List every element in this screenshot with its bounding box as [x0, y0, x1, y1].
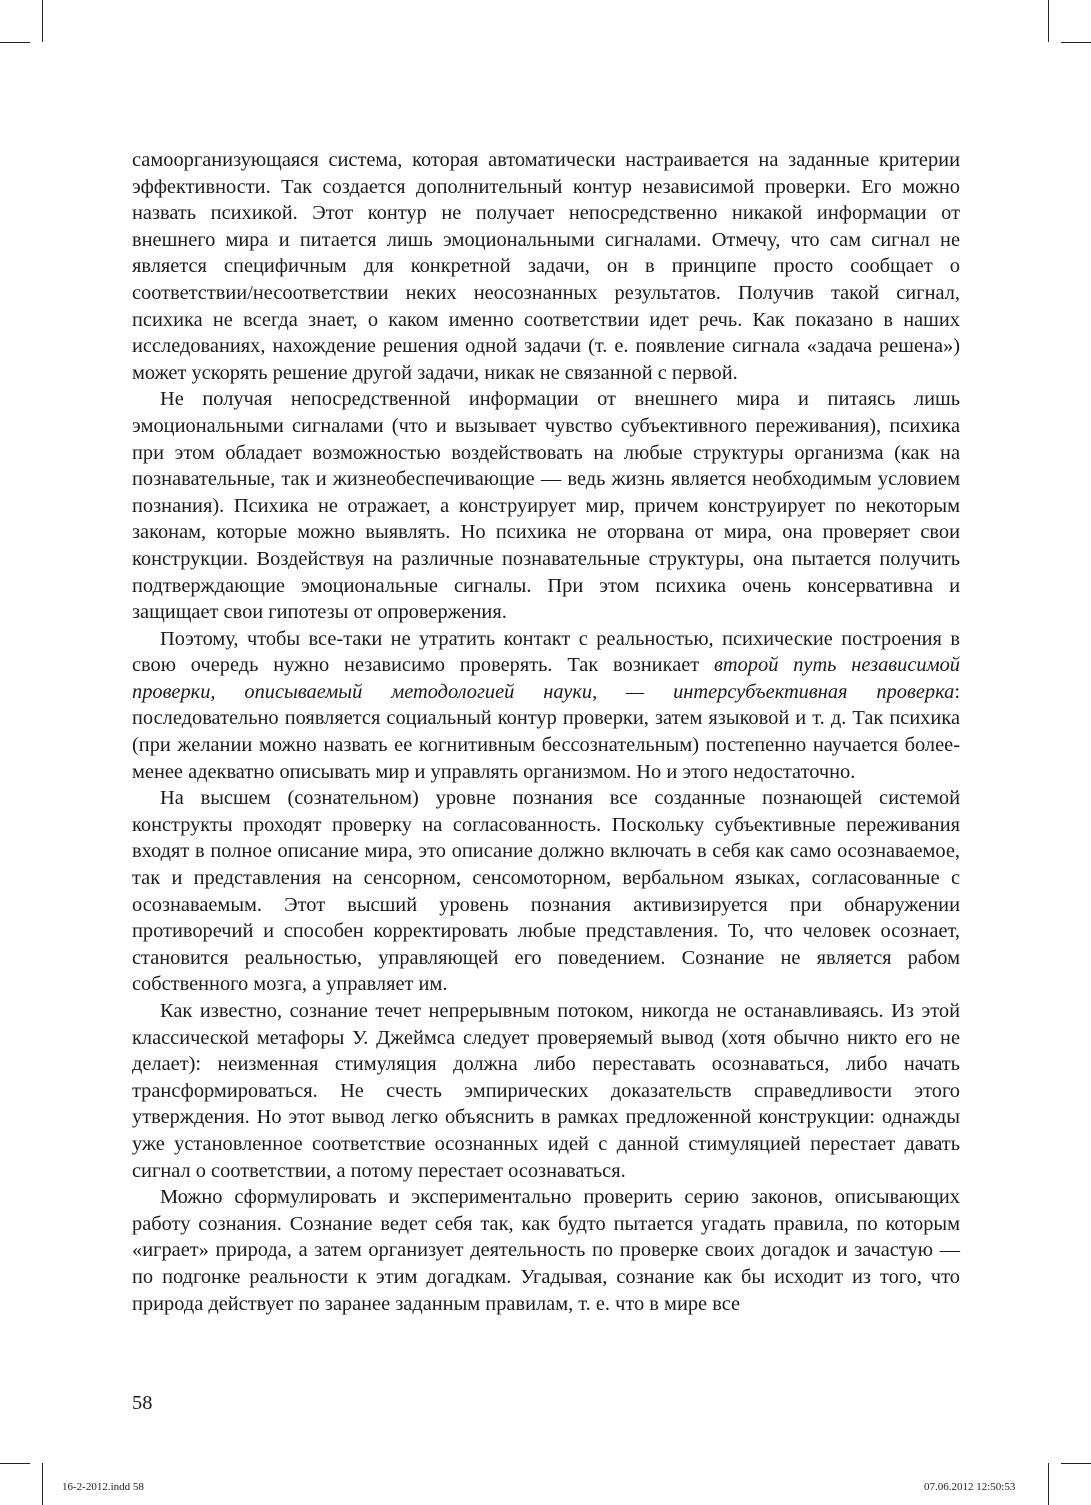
- text-run: самоорганизующаяся система, которая автоматически настраивается на заданные критерии эффективности. Так создается дополнительный контур независимой проверки. Его можно назвать психикой. Этот контур не получает непосредственно никакой информации от внешнего мира и питается лишь эмоциональными сигналами. Отмечу, что сам сигнал не является специфичным для конкретной задачи, он в принципе просто сообщает о соответствии/несоответствии неких неосознанных результатов. Получив такой сигнал, психика не всегда знает, о каком именно соответствии идет речь. Как показано в наших исследованиях, нахождение решения одной задачи (т. е. появление сигнала «задача решена») может ускорять решение другой задачи, никак не связанной с первой.: [132, 149, 960, 384]
- text-run: Не получая непосредственной информации от внешнего мира и питаясь лишь эмоциональными сигналами (что и вызывает чувство субъективного переживания), психика при этом обладает возможностью воздействовать на любые структуры организма (как на познавательные, так и жизнеобеспечивающие — ведь жизнь является необходимым условием познания). Психика не отражает, а конструирует мир, причем конструирует по некоторым законам, которые можно выявлять. Но психика не оторвана от мира, она проверяет свои конструкции. Воздействуя на различные познавательные структуры, она пытается получить подтверждающие эмоциональные сигналы. При этом психика очень консервативна и защищает свои гипотезы от опровержения.: [132, 388, 960, 624]
- slug-date-time: 07.06.2012 12:50:53: [924, 1481, 1016, 1493]
- crop-mark-top-right-horizontal: [1061, 42, 1091, 43]
- slug-file-info: 16-2-2012.indd 58: [62, 1481, 144, 1493]
- text-run: Как известно, сознание течет непрерывным потоком, никогда не останавливаясь. Из этой классической метафоры У. Джеймса следует проверяемый вывод (хотя обычно никто его не делает): неизменная стимуляция должна либо переставать осознаваться, либо начать трансформироваться. Не счесть эмпирических доказательств справедливости этого утверждения. Но этот вывод легко объяснить в рамках предложенной конструкции: однажды уже установленное соответствие осознанных идей с данной стимуляцией перестает давать сигнал о соответствии, а потому перестает осознаваться.: [132, 1000, 960, 1182]
- crop-mark-top-right-vertical: [1048, 0, 1049, 42]
- paragraph: [132, 626, 960, 786]
- text-run: Поэтому, чтобы все-таки не утратить контакт с реальностью, психические построения в свою очередь нужно независимо проверять. Так возникает: [132, 627, 960, 677]
- page-number: 58: [132, 1392, 153, 1414]
- paragraph: [132, 386, 960, 625]
- body-text: [132, 147, 960, 1317]
- italic-phrase: второй путь независимой проверки, описываемый методологией науки, — интерсубъективная проверка: [132, 654, 960, 703]
- crop-mark-bottom-right-horizontal: [1061, 1463, 1091, 1464]
- crop-mark-bottom-left-horizontal: [0, 1463, 30, 1464]
- crop-mark-top-left-vertical: [42, 0, 43, 42]
- crop-mark-bottom-right-vertical: [1048, 1463, 1049, 1505]
- text-run: Можно сформулировать и экспериментально проверить серию законов, описывающих работу сознания. Сознание ведет себя так, как будто пытается угадать правила, по которым «играет» природа, а затем организует деятельность по проверке своих догадок и зачастую — по подгонке реальности к этим догадкам. Угадывая, сознание как бы исходит из того, что природа действует по заранее заданным правилам, т. е. что в мире все: [132, 1186, 960, 1315]
- paragraph: [132, 147, 960, 386]
- crop-mark-top-left-horizontal: [0, 42, 30, 43]
- paragraph: [132, 785, 960, 998]
- text-run: : последовательно появляется социальный контур проверки, затем языковой и т. д. Так психика (при желании можно назвать ее когнитивным бессознательным) постепенно научается более-менее адекватно описывать мир и управлять организмом. Но и этого недостаточно.: [132, 680, 960, 783]
- text-run: На высшем (сознательном) уровне познания все созданные познающей системой конструкты проходят проверку на согласованность. Поскольку субъективные переживания входят в полное описание мира, это описание должно включать в себя как само осознаваемое, так и представления на сенсорном, сенсомоторном, вербальном языках, согласованные с осознаваемым. Этот высший уровень познания активизируется при обнаружении противоречий и способен корректировать любые представления. То, что человек осознает, становится реальностью, управляющей его поведением. Сознание не является рабом собственного мозга, а управляет им.: [132, 787, 960, 996]
- crop-mark-bottom-left-vertical: [42, 1463, 43, 1505]
- paragraph: [132, 1184, 960, 1317]
- paragraph: [132, 998, 960, 1184]
